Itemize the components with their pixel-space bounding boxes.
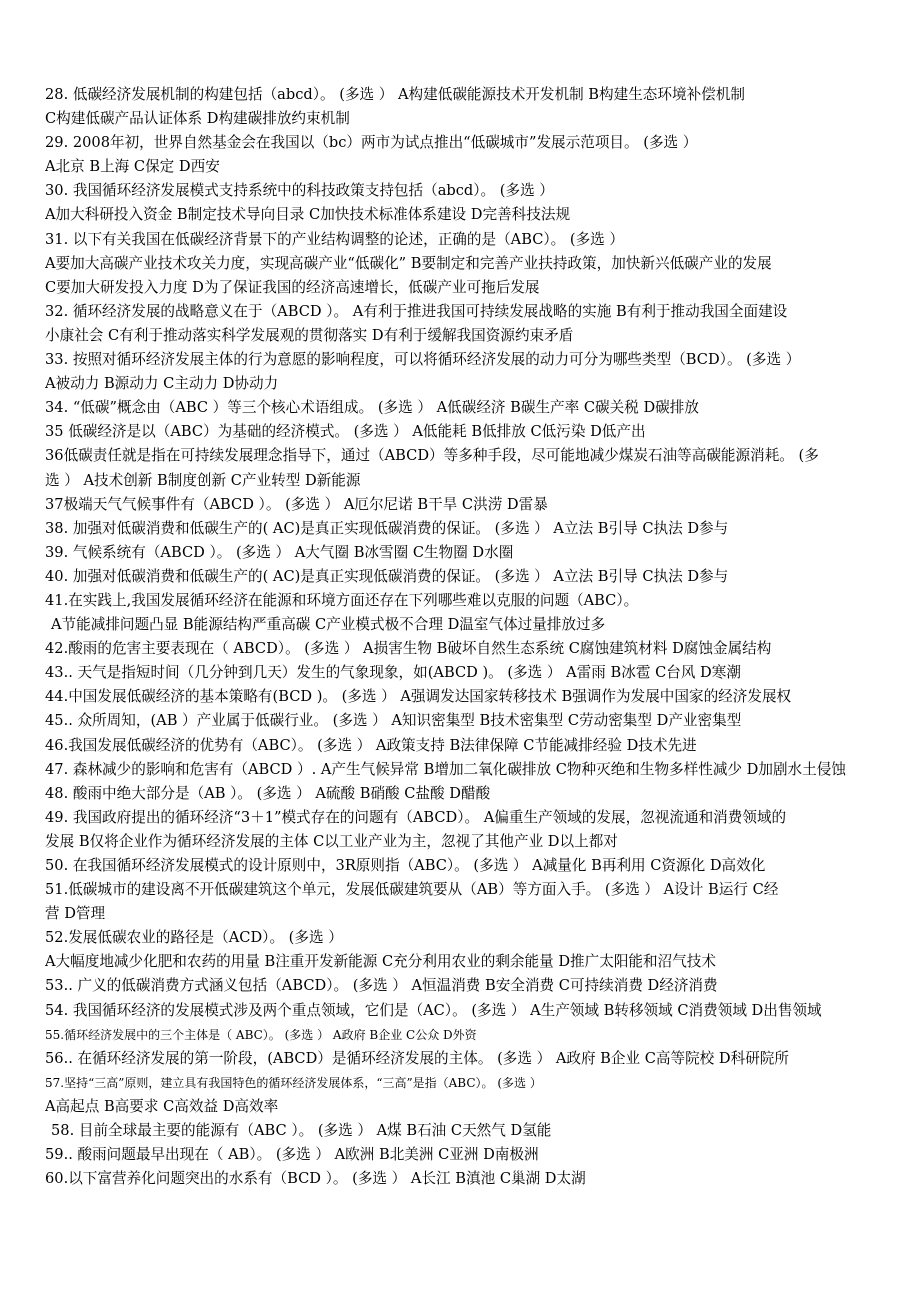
text-line: 32. 循环经济发展的战略意义在于（ABCD ）。 A有利于推进我国可持续发展战略的实施 B有利于推动我国全面建设: [45, 302, 788, 320]
text-line: 53.. 广义的低碳消费方式涵义包括（ABCD）。 (多选 ） A恒温消费 B安全消费 C可持续消费 D经济消费: [45, 977, 718, 995]
text-line: 选 ） A技术创新 B制度创新 C产业转型 D新能源: [45, 471, 361, 489]
text-line: 30. 我国循环经济发展模式支持系统中的科技政策支持包括（abcd）。 (多选 ）: [45, 182, 554, 200]
text-line: 49. 我国政府提出的循环经济“3＋1”模式存在的问题有（ABCD）。 A偏重生产领域的发展，忽视流通和消费领域的: [45, 808, 787, 826]
text-line: 52.发展低碳农业的路径是（ACD）。 (多选 ）: [45, 929, 343, 947]
text-line: 营 D管理: [45, 905, 106, 923]
text-line: 51.低碳城市的建设离不开低碳建筑这个单元，发展低碳建筑要从（AB）等方面入手。 (多选 ） A设计 B运行 C经: [45, 881, 779, 899]
text-line: 37极端天气气候事件有（ABCD ）。 (多选 ） A厄尔尼诺 B干旱 C洪涝 D雷暴: [45, 495, 548, 513]
text-line: 34. “低碳”概念由（ABC ）等三个核心术语组成。 (多选 ） A低碳经济 B碳生产率 C碳关税 D碳排放: [45, 399, 699, 417]
text-line: 29. 2008年初，世界自然基金会在我国以（bc）两市为试点推出“低碳城市”发展示范项目。 (多选 ）: [45, 134, 698, 152]
text-line: 42.酸雨的危害主要表现在（ ABCD）。 (多选 ） A损害生物 B破坏自然生态系统 C腐蚀建筑材料 D腐蚀金属结构: [45, 640, 772, 658]
text-line: A加大科研投入资金 B制定技术导向目录 C加快技术标准体系建设 D完善科技法规: [45, 206, 571, 224]
text-line: 发展 B仅将企业作为循环经济发展的主体 C以工业产业为主，忽视了其他产业 D以上都对: [45, 832, 618, 850]
text-line: 54. 我国循环经济的发展模式涉及两个重点领域，它们是（AC）。 (多选 ） A生产领域 B转移领域 C消费领域 D出售领域: [45, 1001, 822, 1019]
text-line: 41.在实践上,我国发展循环经济在能源和环境方面还存在下列哪些难以克服的问题（ABC）。: [45, 591, 639, 609]
text-line: 59.. 酸雨问题最早出现在（ AB）。 (多选 ） A欧洲 B北美洲 C亚洲 D南极洲: [45, 1146, 539, 1164]
text-line: 44.中国发展低碳经济的基本策略有(BCD )。 (多选 ） A强调发达国家转移技术 B强调作为发展中国家的经济发展权: [45, 688, 792, 706]
text-line: 60.以下富营养化问题突出的水系有（BCD ）。 (多选 ） A长江 B滇池 C巢湖 D太湖: [45, 1170, 586, 1188]
text-line: 40. 加强对低碳消费和低碳生产的( AC)是真正实现低碳消费的保证。 (多选 ） A立法 B引导 C执法 D参与: [45, 567, 729, 585]
text-line: 39. 气候系统有（ABCD ）。 (多选 ） A大气圈 B冰雪圈 C生物圈 D水圈: [45, 543, 514, 561]
text-line: 47. 森林减少的影响和危害有（ABCD ）. A产生气候异常 B增加二氧化碳排放 C物种灭绝和生物多样性减少 D加剧水土侵蚀: [45, 760, 846, 778]
text-line: C构建低碳产品认证体系 D构建碳排放约束机制: [45, 110, 350, 128]
text-line: A北京 B上海 C保定 D西安: [45, 158, 220, 176]
text-line: 31. 以下有关我国在低碳经济背景下的产业结构调整的论述，正确的是（ABC）。 (多选 ）: [45, 230, 625, 248]
text-line: 小康社会 C有利于推动落实科学发展观的贯彻落实 D有利于缓解我国资源约束矛盾: [45, 326, 574, 344]
question-list: [45, 83, 885, 1191]
text-line: 46.我国发展低碳经济的优势有（ABC）。 (多选 ） A政策支持 B法律保障 C节能减排经验 D技术先进: [45, 736, 697, 754]
text-line: 38. 加强对低碳消费和低碳生产的( AC)是真正实现低碳消费的保证。 (多选 ） A立法 B引导 C执法 D参与: [45, 519, 729, 537]
text-line: 48. 酸雨中绝大部分是（AB ）。 (多选 ） A硫酸 B硝酸 C盐酸 D醋酸: [45, 784, 491, 802]
text-line: 35 低碳经济是以（ABC）为基础的经济模式。 (多选 ） A低能耗 B低排放 C低污染 D低产出: [45, 423, 646, 441]
text-line: 36低碳责任就是指在可持续发展理念指导下，通过（ABCD）等多种手段，尽可能地减少煤炭石油等高碳能源消耗。 (多: [45, 447, 819, 465]
text-line: A要加大高碳产业技术攻关力度，实现高碳产业“低碳化” B要制定和完善产业扶持政策，加快新兴低碳产业的发展: [45, 254, 772, 272]
text-line: A被动力 B源动力 C主动力 D协动力: [45, 375, 279, 393]
text-line: 33. 按照对循环经济发展主体的行为意愿的影响程度，可以将循环经济发展的动力可分为哪些类型（BCD）。 (多选 ）: [45, 351, 801, 369]
text-line: 57.坚持“三高”原则，建立具有我国特色的循环经济发展体系，“三高”是指（ABC）。 (多选 ）: [45, 1075, 542, 1090]
text-line: 50. 在我国循环经济发展模式的设计原则中，3R原则指（ABC）。 (多选 ） A减量化 B再利用 C资源化 D高效化: [45, 857, 766, 874]
text-line: 43.. 天气是指短时间（几分钟到几天）发生的气象现象，如(ABCD )。 (多选 ） A雷雨 B冰雹 C台风 D寒潮: [45, 664, 741, 682]
text-line: A节能减排问题凸显 B能源结构严重高碳 C产业模式极不合理 D温室气体过量排放过多: [51, 616, 606, 634]
text-line: 55.循环经济发展中的三个主体是（ ABC）。 (多选 ） A政府 B企业 C公众 D外资: [45, 1027, 477, 1042]
text-line: 45.. 众所周知，(AB ）产业属于低碳行业。 (多选 ） A知识密集型 B技术密集型 C劳动密集型 D产业密集型: [45, 712, 742, 730]
text-line: 56.. 在循环经济发展的第一阶段，(ABCD）是循环经济发展的主体。 (多选 ） A政府 B企业 C高等院校 D科研院所: [45, 1049, 789, 1067]
text-line: 28. 低碳经济发展机制的构建包括（abcd）。 (多选 ） A构建低碳能源技术开发机制 B构建生态环境补偿机制: [45, 86, 745, 103]
text-line: A大幅度地减少化肥和农药的用量 B注重开发新能源 C充分利用农业的剩余能量 D推广太阳能和沼气技术: [45, 953, 716, 971]
text-line: 58. 目前全球最主要的能源有（ABC ）。 (多选 ） A煤 B石油 C天然气 D氢能: [51, 1122, 552, 1140]
text-line: A高起点 B高要求 C高效益 D高效率: [45, 1097, 279, 1115]
text-line: C要加大研发投入力度 D为了保证我国的经济高速增长，低碳产业可拖后发展: [45, 278, 540, 296]
